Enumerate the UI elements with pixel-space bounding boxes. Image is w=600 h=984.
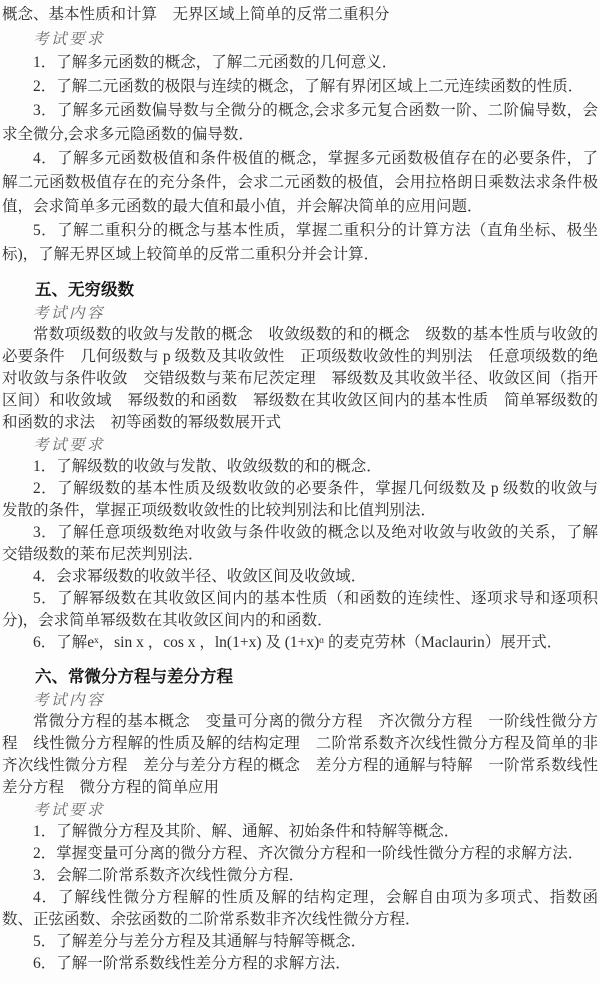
exam-content-label: 考试内容 — [33, 691, 106, 709]
section-title: 五、无穷级数 — [35, 281, 134, 299]
requirement-item: 3．了解多元函数偏导数与全微分的概念,会求多元复合函数一阶、二阶偏导数，会求全微分,会求多元隐函数的偏导数． — [2, 102, 598, 143]
requirement-item: 2．掌握变量可分离的微分方程、齐次微分方程和一阶线性微分方程的求解方法． — [33, 845, 584, 862]
requirement-item: 2．了解二元函数的极限与连续的概念，了解有界闭区域上二元连续函数的性质． — [33, 78, 584, 95]
section-five — [2, 278, 598, 654]
exam-requirements-label: 考试要求 — [33, 30, 106, 48]
requirement-item: 1．了解微分方程及其阶、解、通解、初始条件和特解等概念． — [33, 823, 460, 840]
requirement-item: 6．了解eˣ，sin x ，cos x ，ln(1+x) 及 (1+x)ᵅ 的麦克劳林（Maclaurin）展开式． — [33, 634, 563, 651]
requirement-item: 3．会解二阶常系数齐次线性微分方程． — [33, 867, 305, 884]
requirement-item: 2．了解级数的基本性质及级数收敛的必要条件，掌握几何级数及 p 级数的收敛与发散的条件，掌握正项级数收敛性的比较判别法和比值判别法． — [2, 480, 598, 519]
exam-content-label: 考试内容 — [33, 304, 106, 322]
requirement-item: 1．了解多元函数的概念，了解二元函数的几何意义． — [33, 54, 398, 71]
section-four-carryover — [2, 3, 598, 267]
exam-requirements-label: 考试要求 — [33, 801, 106, 819]
requirement-item: 4．了解线性微分方程解的性质及解的结构定理，会解自由项为多项式、指数函数、正弦函数、余弦函数的二阶常系数非齐次线性微分方程． — [2, 889, 598, 928]
exam-requirements-label: 考试要求 — [33, 436, 106, 454]
requirement-item: 6．了解一阶常系数线性差分方程的求解方法． — [33, 955, 351, 972]
requirement-item: 4．会求幂级数的收敛半径、收敛区间及收敛域． — [33, 568, 367, 585]
requirement-item: 5．了解差分与差分方程及其通解与特解等概念． — [33, 933, 367, 950]
section-six — [2, 665, 598, 975]
requirement-item: 1．了解级数的收敛与发散、收敛级数的和的概念． — [33, 458, 382, 475]
requirement-item: 3．了解任意项级数绝对收敛与条件收敛的概念以及绝对收敛与收敛的关系，了解交错级数的莱布尼茨判别法． — [2, 524, 598, 563]
requirement-item: 5．了解幂级数在其收敛区间内的基本性质（和函数的连续性、逐项求导和逐项积分)，会求简单幂级数在其收敛区间内的和函数． — [2, 590, 598, 629]
requirement-item: 5．了解二重积分的概念与基本性质，掌握二重积分的计算方法（直角坐标、极坐标)，了解无界区域上较简单的反常二重积分并会计算． — [2, 222, 598, 263]
content-paragraph: 常数项级数的收敛与发散的概念 收敛级数的和的概念 级数的基本性质与收敛的必要条件 几何级数与 p 级数及其收敛性 正项级数收敛性的判别法 任意项级数的绝对收敛与条件收敛 交错级数与莱布尼茨定理 幂级数及其收敛半径、收敛区间（指开区间）和收敛域 幂级数的和函数 幂级数在其收敛区间内的基本性质 简单幂级数的和函数的求法 初等函数的幂级数展开式 — [2, 326, 598, 431]
requirement-item: 4．了解多元函数极值和条件极值的概念，掌握多元函数极值存在的必要条件，了解二元函数极值存在的充分条件，会求二元函数的极值，会用拉格朗日乘数法求条件极值，会求简单多元函数的最大值和最小值，并会解决简单的应用问题． — [2, 150, 598, 215]
carryover-content-tail: 概念、基本性质和计算 无界区域上简单的反常二重积分 — [2, 6, 390, 23]
section-title: 六、常微分方程与差分方程 — [35, 668, 233, 686]
content-paragraph: 常微分方程的基本概念 变量可分离的微分方程 齐次微分方程 一阶线性微分方程 线性微分方程解的性质及解的结构定理 二阶常系数齐次线性微分方程及简单的非齐次线性微分方程 差分与差分方程的概念 差分方程的通解与特解 一阶常系数线性差分方程 微分方程的简单应用 — [2, 713, 598, 796]
